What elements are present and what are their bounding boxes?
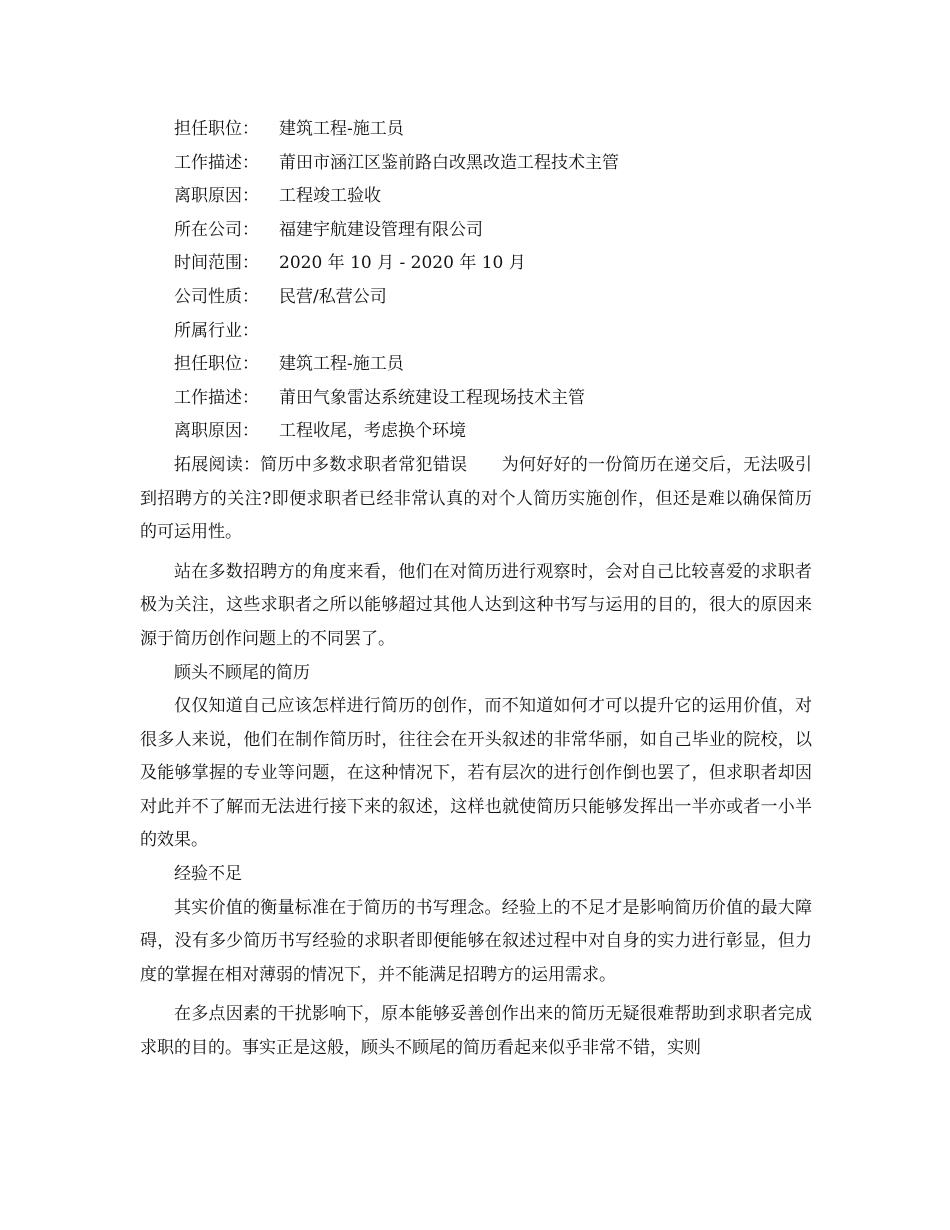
field-value: 莆田市涵江区鉴前路白改黑改造工程技术主管 [279,152,619,173]
document-content [140,113,812,1066]
paragraph-extended-reading: 拓展阅读：简历中多数求职者常犯错误 为何好好的一份简历在递交后，无法吸引到招聘方的关注?即便求职者已经非常认真的对个人简历实施创作，但还是难以确保简历的可运用性。 [140,454,812,543]
paragraph-experience: 其实价值的衡量标准在于简历的书写理念。经验上的不足才是影响简历价值的最大障碍，没有多少简历书写经验的求职者即便能够在叙述过程中对自身的实力进行彰显，但力度的掌握在相对薄弱的情况下，并不能满足招聘方的运用需求。 [140,897,812,985]
paragraph-recruiter-view: 站在多数招聘方的角度来看，他们在对简历进行观察时，会对自己比较喜爱的求职者极为关注，这些求职者之所以能够超过其他人达到这种书写与运用的目的，很大的原因来源于简历创作问题上的不同罢了。 [140,561,812,649]
field-label: 所属行业： [174,320,259,341]
field-industry [140,315,812,349]
field-label: 担任职位： [174,354,259,375]
field-label: 离职原因： [174,421,259,442]
field-label: 时间范围： [174,253,259,274]
field-time-range [140,247,812,281]
field-value: 莆田气象雷达系统建设工程现场技术主管 [279,387,585,408]
paragraph-incomplete-resume: 仅仅知道自己应该怎样进行简历的创作，而不知道如何才可以提升它的运用价值，对很多人来说，他们在制作简历时，往往会在开头叙述的非常华丽，如自己毕业的院校，以及能够掌握的专业等问题，在这种情况下，若有层次的进行创作倒也罢了，但求职者却因对此并不了解而无法进行接下来的叙述，这样也就使简历只能够发挥出一半亦或者一小半的效果。 [140,696,812,851]
field-leave-reason [140,180,812,214]
field-value: 建筑工程-施工员 [279,119,404,139]
field-label: 离职原因： [174,186,259,207]
field-label: 公司性质： [174,286,259,307]
field-label: 工作描述： [174,387,259,408]
field-company-type [140,281,812,315]
field-value: 建筑工程-施工员 [279,354,404,375]
field-value: 工程竣工验收 [279,186,381,207]
field-position [140,348,812,382]
section-heading: 顾头不顾尾的简历 [174,662,310,683]
field-leave-reason [140,415,812,449]
field-job-description [140,147,812,181]
section-heading: 经验不足 [174,864,242,885]
field-value: 福建宇航建设管理有限公司 [279,219,483,240]
field-label: 工作描述： [174,152,259,173]
field-position [140,113,812,147]
field-value: 民营/私营公司 [279,286,387,307]
field-company [140,214,812,248]
field-label: 所在公司： [174,219,259,240]
field-job-description [140,382,812,416]
field-value: 工程收尾，考虑换个环境 [279,421,466,442]
paragraph-conclusion: 在多点因素的干扰影响下，原本能够妥善创作出来的简历无疑很难帮助到求职者完成求职的目的。事实正是这般，顾头不顾尾的简历看起来似乎非常不错，实则 [140,1004,812,1059]
field-value: 2020 年 10 月 - 2020 年 10 月 [279,253,526,274]
field-label: 担任职位： [174,119,259,139]
